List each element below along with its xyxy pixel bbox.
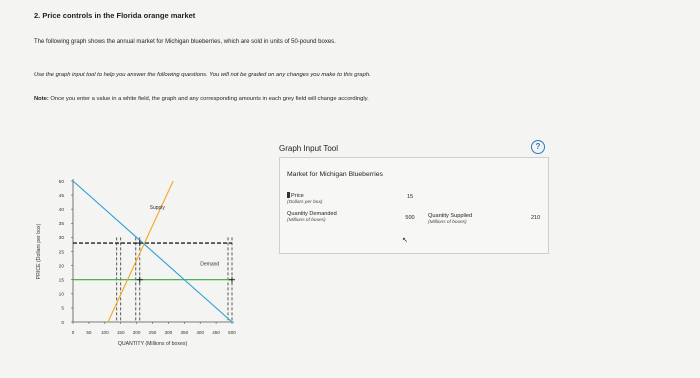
supply-curve — [108, 181, 173, 322]
y-tick-label: 30 — [58, 236, 64, 242]
price-label — [287, 192, 322, 205]
supply-curve-label: Supply — [149, 205, 165, 212]
price-marker-icon — [287, 192, 290, 198]
demand-curve-label: Demand — [200, 261, 220, 268]
x-tick-label: 300 — [164, 330, 173, 335]
cursor-icon: ↖ — [402, 237, 408, 244]
x-tick-label: 500 — [228, 330, 236, 335]
quantity-supplied-unit: (Millions of boxes) — [428, 219, 467, 225]
price-label-text: Price — [291, 193, 304, 199]
y-tick-label: 20 — [58, 264, 64, 270]
quantity-demanded-label-text: Quantity Demanded — [287, 211, 337, 217]
price-unit: (Dollars per box) — [287, 199, 323, 205]
y-tick-label: 15 — [58, 278, 64, 284]
quantity-supplied-value: 210 — [531, 215, 541, 221]
y-tick-label: 35 — [58, 222, 64, 228]
price-field[interactable]: 15 — [406, 194, 414, 200]
x-tick-label: 150 — [116, 330, 125, 335]
y-tick-label: 0 — [61, 320, 64, 326]
x-tick-label: 350 — [180, 330, 189, 335]
question-instructions: Use the graph input tool to help you answer the following questions. You will not be graded on any changes you make to this graph. — [34, 72, 371, 78]
question-heading: 2. Price controls in the Florida orange market — [34, 11, 196, 20]
y-tick-label: 50 — [58, 179, 64, 185]
quantity-supplied-label — [428, 214, 472, 225]
market-title: Market for Michigan Blueberries — [287, 171, 383, 178]
x-tick-label: 450 — [212, 330, 220, 335]
x-tick-label: 400 — [196, 330, 205, 335]
graph-input-tool-panel — [279, 157, 549, 254]
y-tick-label: 5 — [61, 306, 64, 312]
quantity-demanded-unit: (Millions of boxes) — [287, 217, 326, 223]
x-tick-label: 250 — [148, 330, 157, 335]
quantity-demanded-label — [287, 212, 337, 223]
x-tick-label: 50 — [86, 330, 92, 335]
y-axis-label: PRICE (Dollars per box) — [36, 223, 42, 280]
y-tick-label: 25 — [58, 250, 64, 256]
x-tick-label: 0 — [71, 330, 75, 335]
note-label: Note: — [34, 96, 49, 102]
x-axis-label: QUANTITY (Millions of boxes) — [117, 341, 188, 347]
demand-curve — [73, 181, 232, 322]
note-text: Once you enter a value in a white field, the graph and any corresponding amounts in each grey field will change accordingly. — [48, 96, 369, 102]
question-circle-icon[interactable]: ? — [531, 140, 545, 154]
y-tick-label: 45 — [58, 193, 64, 199]
x-tick-label: 200 — [132, 330, 141, 335]
graph-input-tool-title: Graph Input Tool — [279, 144, 339, 153]
question-intro: The following graph shows the annual market for Michigan blueberries, which are sold in units of 50-pound boxes. — [34, 39, 336, 45]
y-tick-label: 10 — [58, 292, 64, 298]
x-tick-label: 100 — [100, 330, 109, 335]
quantity-supplied-label-text: Quantity Supplied — [428, 213, 473, 219]
y-tick-label: 40 — [58, 208, 64, 213]
quantity-demanded-value: 500 — [405, 215, 415, 221]
